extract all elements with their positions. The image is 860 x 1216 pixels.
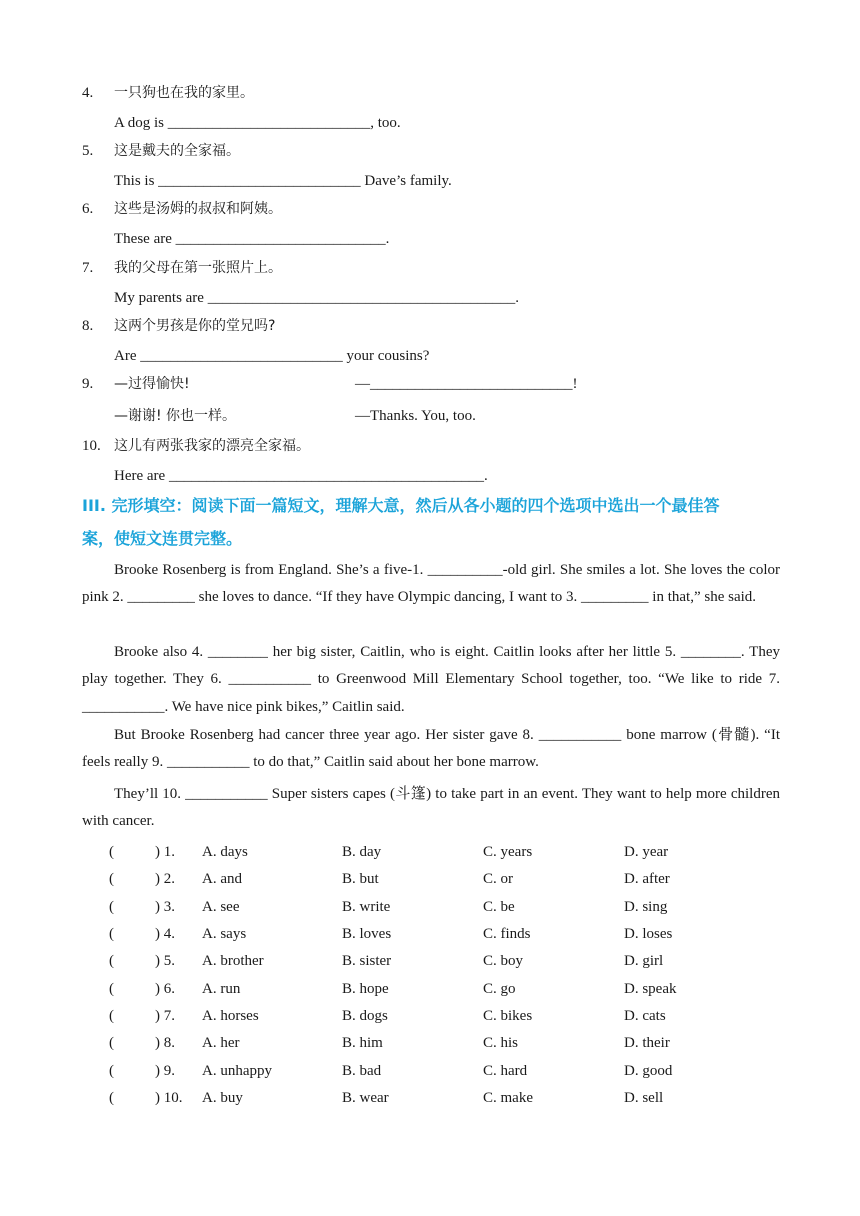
option-b[interactable]: B. day [342, 844, 382, 860]
option-b[interactable]: B. bad [342, 1063, 382, 1079]
option-a[interactable]: A. unhappy [202, 1063, 272, 1079]
item-8-number: 8. [82, 318, 94, 334]
option-d[interactable]: D. year [624, 844, 669, 860]
passage-paragraph-1: Brooke Rosenberg is from England. She’s a five-1. __________-old girl. She smiles a lot. She loves the color pink 2. _________ she loves to dance. “If they have Olympic dancing, I want to 3. _________ in that,” she said. [82, 562, 780, 606]
option-d[interactable]: D. sing [624, 899, 668, 915]
item-5-number: 5. [82, 143, 94, 159]
option-a[interactable]: A. says [202, 926, 247, 942]
item-9-chinese-left: —过得愉快! [114, 376, 190, 392]
option-d[interactable]: D. girl [624, 953, 664, 969]
answer-paren[interactable]: ( [109, 1035, 114, 1051]
answer-paren[interactable]: ( [109, 871, 114, 887]
item-10-chinese: 这儿有两张我家的漂亮全家福。 [114, 438, 310, 454]
question-number: ) 1. [155, 844, 175, 860]
answer-paren[interactable]: ( [109, 844, 114, 860]
option-b[interactable]: B. dogs [342, 1008, 388, 1024]
item-8-chinese: 这两个男孩是你的堂兄吗? [114, 318, 276, 334]
passage-paragraph-4: They’ll 10. ___________ Super sisters capes (斗篷) to take part in an event. They want to help more children with cancer. [82, 786, 780, 830]
item-6-number: 6. [82, 201, 94, 217]
answer-paren[interactable]: ( [109, 899, 114, 915]
item-6-chinese: 这些是汤姆的叔叔和阿姨。 [114, 201, 282, 217]
option-b[interactable]: B. sister [342, 953, 392, 969]
option-a[interactable]: A. horses [202, 1008, 259, 1024]
option-b[interactable]: B. but [342, 871, 379, 887]
option-c[interactable]: C. go [483, 981, 516, 997]
question-number: ) 10. [155, 1090, 183, 1106]
option-a[interactable]: A. and [202, 871, 242, 887]
item-7-number: 7. [82, 260, 94, 276]
option-c[interactable]: C. or [483, 871, 513, 887]
question-number: ) 3. [155, 899, 175, 915]
item-7-english: My parents are _________________________________________. [114, 290, 519, 306]
option-d[interactable]: D. loses [624, 926, 673, 942]
answer-paren[interactable]: ( [109, 1063, 114, 1079]
question-number: ) 4. [155, 926, 175, 942]
question-number: ) 6. [155, 981, 175, 997]
option-c[interactable]: C. make [483, 1090, 533, 1106]
passage-paragraph-3: But Brooke Rosenberg had cancer three year ago. Her sister gave 8. ___________ bone marrow (骨髓). “It feels really 9. ___________ to do that,” Caitlin said about her bone marrow. [82, 727, 780, 771]
question-number: ) 9. [155, 1063, 175, 1079]
item-9-english-blank: —___________________________! [355, 376, 578, 392]
answer-paren[interactable]: ( [109, 981, 114, 997]
option-b[interactable]: B. write [342, 899, 391, 915]
answer-paren[interactable]: ( [109, 1090, 114, 1106]
item-7-chinese: 我的父母在第一张照片上。 [114, 260, 282, 276]
item-9-number: 9. [82, 376, 94, 392]
option-c[interactable]: C. finds [483, 926, 531, 942]
option-c[interactable]: C. hard [483, 1063, 528, 1079]
section-title-line-2: 案，使短文连贯完整。 [82, 529, 243, 548]
item-6-english: These are ____________________________. [114, 231, 390, 247]
question-number: ) 5. [155, 953, 175, 969]
option-b[interactable]: B. loves [342, 926, 392, 942]
option-d[interactable]: D. their [624, 1035, 670, 1051]
option-d[interactable]: D. cats [624, 1008, 666, 1024]
option-c[interactable]: C. his [483, 1035, 519, 1051]
option-a[interactable]: A. run [202, 981, 241, 997]
option-c[interactable]: C. bikes [483, 1008, 533, 1024]
option-a[interactable]: A. days [202, 844, 248, 860]
option-c[interactable]: C. be [483, 899, 515, 915]
item-9-chinese-reply: —谢谢! 你也一样。 [114, 408, 237, 424]
option-b[interactable]: B. wear [342, 1090, 389, 1106]
item-4-number: 4. [82, 85, 94, 101]
option-d[interactable]: D. after [624, 871, 670, 887]
option-b[interactable]: B. hope [342, 981, 389, 997]
option-c[interactable]: C. boy [483, 953, 524, 969]
item-5-chinese: 这是戴夫的全家福。 [114, 143, 240, 159]
question-number: ) 2. [155, 871, 175, 887]
option-d[interactable]: D. good [624, 1063, 673, 1079]
passage-paragraph-2: Brooke also 4. ________ her big sister, Caitlin, who is eight. Caitlin looks after her little 5. ________. They play together. They 6. ___________ to Greenwood Mill Elementary School together, too. “We like to ride 7. ___________. We have nice pink bikes,” Caitlin said. [82, 644, 780, 715]
option-a[interactable]: A. brother [202, 953, 264, 969]
item-8-english: Are ___________________________ your cousins? [114, 348, 430, 364]
question-number: ) 7. [155, 1008, 175, 1024]
option-a[interactable]: A. buy [202, 1090, 243, 1106]
item-4-chinese: 一只狗也在我的家里。 [114, 85, 254, 101]
item-10-number: 10. [82, 438, 101, 454]
option-d[interactable]: D. sell [624, 1090, 664, 1106]
answer-paren[interactable]: ( [109, 1008, 114, 1024]
option-a[interactable]: A. her [202, 1035, 240, 1051]
item-4-english: A dog is ___________________________, too. [114, 115, 401, 131]
option-b[interactable]: B. him [342, 1035, 383, 1051]
option-d[interactable]: D. speak [624, 981, 677, 997]
item-9-english-reply: —Thanks. You, too. [355, 408, 476, 424]
section-title-line-1: III. 完形填空：阅读下面一篇短文，理解大意，然后从各小题的四个选项中选出一个最佳答 [82, 496, 720, 515]
option-c[interactable]: C. years [483, 844, 533, 860]
option-a[interactable]: A. see [202, 899, 240, 915]
item-10-english: Here are __________________________________________. [114, 468, 488, 484]
question-number: ) 8. [155, 1035, 175, 1051]
answer-paren[interactable]: ( [109, 953, 114, 969]
item-5-english: This is ___________________________ Dave’s family. [114, 173, 452, 189]
answer-paren[interactable]: ( [109, 926, 114, 942]
